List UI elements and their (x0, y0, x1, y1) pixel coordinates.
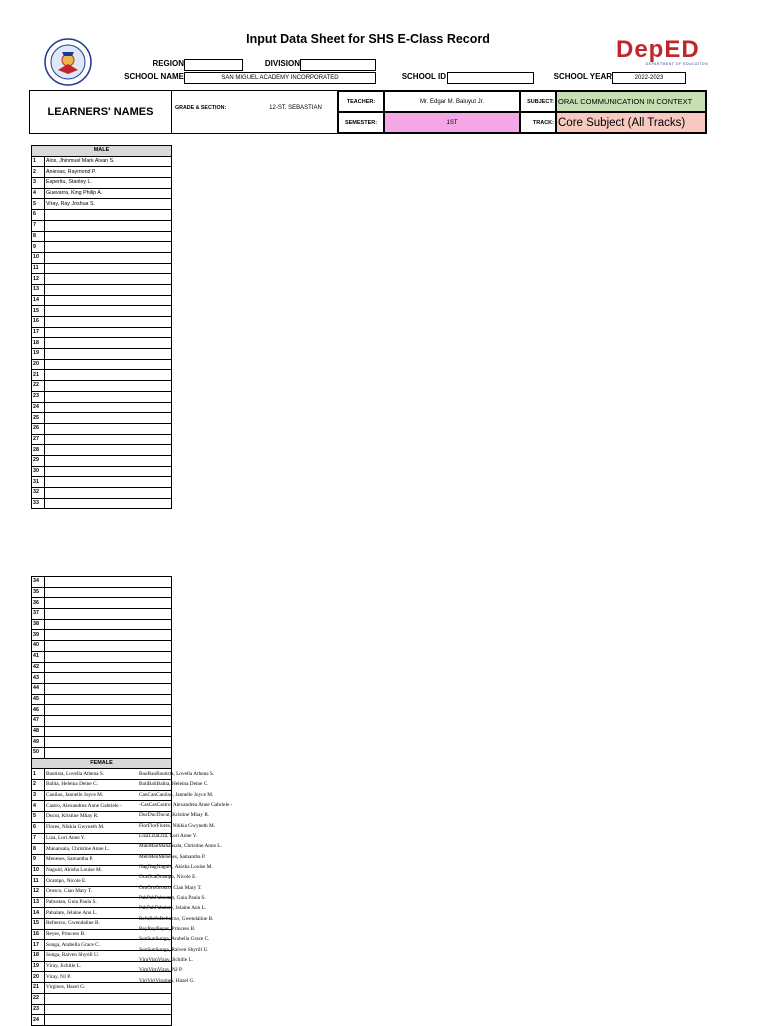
table-row (32, 242, 172, 253)
school-name-field[interactable]: SAN MIGUEL ACADEMY INCORPORATED (184, 72, 376, 84)
table-row (32, 284, 172, 295)
learner-name-cell[interactable] (45, 370, 172, 381)
grade-section-label: GRADE & SECTION: (175, 105, 227, 111)
row-number: 18 (32, 338, 45, 349)
learner-name-cell[interactable]: Ocampo, Nicole E. (45, 876, 172, 887)
row-number: 22 (32, 381, 45, 392)
learner-name-cell[interactable] (45, 683, 172, 694)
learner-name-cell[interactable]: Bautista, Lovella Athena S. (45, 769, 172, 780)
table-row (32, 349, 172, 360)
row-number: 19 (32, 961, 45, 972)
row-number: 7 (32, 220, 45, 231)
deped-seal-icon (44, 38, 92, 86)
row-number: 20 (32, 972, 45, 983)
learner-name-cell[interactable]: Orosco, Cian Mary T. (45, 886, 172, 897)
table-row (32, 498, 172, 509)
learner-name-cell[interactable]: Pabalate, Jelaine Ann L. (45, 908, 172, 919)
table-row (32, 609, 172, 620)
female-duplicate-text: RefuRefuRefuerzo, Gwendaline B. (139, 915, 214, 922)
learner-name-cell[interactable]: Flores, Nikkia Gwyneth M. (45, 822, 172, 833)
row-number: 43 (32, 673, 45, 684)
row-number: 23 (32, 1004, 45, 1015)
row-number: 45 (32, 694, 45, 705)
table-row (32, 705, 172, 716)
learner-name-cell[interactable]: Castro, Alexandrea Anne Gabriele - (45, 801, 172, 812)
row-number: 4 (32, 801, 45, 812)
section-heading-row (32, 758, 172, 769)
learner-name-cell[interactable]: Meneses, Samantha P. (45, 854, 172, 865)
female-duplicate-text: VirnVirnViray, NJ P. (139, 967, 183, 974)
row-number: 44 (32, 683, 45, 694)
learner-name-cell[interactable] (45, 242, 172, 253)
row-number: 48 (32, 726, 45, 737)
table-row (32, 737, 172, 748)
subject-value[interactable]: ORAL COMMUNICATION IN CONTEXT (556, 91, 706, 112)
table-row (32, 359, 172, 370)
learner-name-cell[interactable] (45, 630, 172, 641)
row-number: 38 (32, 619, 45, 630)
learner-name-cell[interactable] (45, 1004, 172, 1015)
row-number: 4 (32, 188, 45, 199)
learner-name-cell[interactable] (45, 445, 172, 456)
row-number: 19 (32, 349, 45, 360)
female-duplicate-text: BaliBaliBalita, Heleina Deine C. (139, 781, 209, 788)
row-number: 16 (32, 929, 45, 940)
learner-name-cell[interactable] (45, 662, 172, 673)
female-duplicate-text: VirjVirjVirgines, Hazel G. (139, 977, 195, 984)
row-number: 11 (32, 876, 45, 887)
row-number: 34 (32, 577, 45, 588)
learner-name-cell[interactable] (45, 402, 172, 413)
row-number: 29 (32, 455, 45, 466)
learner-name-cell[interactable] (45, 274, 172, 285)
row-number: 6 (32, 210, 45, 221)
learner-name-cell[interactable] (45, 231, 172, 242)
learner-name-cell[interactable] (45, 295, 172, 306)
section-heading-row (32, 146, 172, 157)
learner-name-cell[interactable]: Esperitu, Stanley L. (45, 178, 172, 189)
row-number: 27 (32, 434, 45, 445)
row-number: 8 (32, 844, 45, 855)
learner-name-cell[interactable]: Refuerzo, Gwendaline B. (45, 919, 172, 930)
learner-name-cell[interactable] (45, 619, 172, 630)
info-table (29, 90, 707, 134)
female-duplicate-text: MenMenMeneses, Samantha P. (139, 853, 206, 860)
row-number: 25 (32, 413, 45, 424)
table-row (32, 220, 172, 231)
row-number: 47 (32, 715, 45, 726)
row-number: 5 (32, 199, 45, 210)
table-row (32, 178, 172, 189)
learner-name-cell[interactable] (45, 694, 172, 705)
learner-name-cell[interactable] (45, 252, 172, 263)
table-row (32, 413, 172, 424)
learner-name-cell[interactable]: Canilao, Jannelle Joyce M. (45, 790, 172, 801)
row-number: 24 (32, 1015, 45, 1026)
learner-name-cell[interactable] (45, 577, 172, 588)
row-number: 17 (32, 940, 45, 951)
division-label: DIVISION (264, 59, 300, 68)
row-number: 32 (32, 488, 45, 499)
learner-name-cell[interactable] (45, 263, 172, 274)
row-number: 28 (32, 445, 45, 456)
learner-name-cell[interactable]: Anievas, Raymond P. (45, 167, 172, 178)
school-year-field[interactable]: 2022-2023 (612, 72, 686, 84)
table-row (32, 263, 172, 274)
female-duplicate-text: VirnVirnViray, Jichille L. (139, 956, 194, 963)
learner-name-cell[interactable]: Sunga, Arabella Grace C. (45, 940, 172, 951)
learner-name-cell[interactable] (45, 587, 172, 598)
learner-name-cell[interactable] (45, 726, 172, 737)
learners-names-heading: LEARNERS' NAMES (30, 91, 172, 133)
row-number: 7 (32, 833, 45, 844)
row-number: 24 (32, 402, 45, 413)
school-id-field[interactable] (447, 72, 534, 84)
female-duplicate-text: OroOroOrosco, Cian Mary T. (139, 884, 202, 891)
female-duplicate-text: SunSunSunga, Arabella Grace C. (139, 936, 210, 943)
table-row (32, 748, 172, 759)
section-heading: MALE (32, 146, 172, 157)
row-number: 9 (32, 854, 45, 865)
learner-name-cell[interactable] (45, 598, 172, 609)
track-label: TRACK: (520, 112, 556, 133)
table-row (32, 381, 172, 392)
table-row (32, 488, 172, 499)
row-number: 14 (32, 908, 45, 919)
table-row (32, 662, 172, 673)
learner-name-cell[interactable] (45, 359, 172, 370)
table-row (32, 327, 172, 338)
learner-name-cell[interactable] (45, 220, 172, 231)
learner-name-cell[interactable]: Liza, Lori Anne Y. (45, 833, 172, 844)
row-number: 26 (32, 423, 45, 434)
learner-name-cell[interactable] (45, 748, 172, 759)
table-row (32, 619, 172, 630)
table-row (32, 477, 172, 488)
female-duplicate-text: NagNagNaguid, Akisha Louise M. (139, 863, 213, 870)
female-duplicate-text: PabPabPabustan, Guia Paula S. (139, 894, 206, 901)
semester-label: SEMESTER: (338, 112, 384, 133)
grade-section-value[interactable]: 12-ST. SEBASTIAN (254, 91, 338, 133)
table-row (32, 641, 172, 652)
row-number: 41 (32, 651, 45, 662)
female-duplicate-text: ReyReyReyes, Princess B. (139, 925, 196, 932)
learner-name-cell[interactable]: Reyes, Princess B. (45, 929, 172, 940)
female-duplicate-text: FlorFlorFlores, Nikkia Gwyneth M. (139, 822, 216, 829)
learner-name-cell[interactable] (45, 993, 172, 1004)
school-name-label: SCHOOL NAME (124, 72, 184, 81)
table-row (32, 651, 172, 662)
learner-name-cell[interactable]: Viray, NJ P. (45, 972, 172, 983)
row-number: 22 (32, 993, 45, 1004)
teacher-value[interactable]: Mr. Edgar M. Baluyut Jr. (384, 91, 520, 112)
female-duplicate-text: ManManManansala, Christine Anne L. (139, 843, 222, 850)
learner-name-cell[interactable]: Viray, Ray Joshua S. (45, 199, 172, 210)
table-row (32, 317, 172, 328)
row-number: 10 (32, 865, 45, 876)
row-number: 13 (32, 897, 45, 908)
table-row (32, 306, 172, 317)
row-number: 1 (32, 156, 45, 167)
table-row (32, 993, 172, 1004)
row-number: 31 (32, 477, 45, 488)
learner-name-cell[interactable] (45, 737, 172, 748)
learner-name-cell[interactable] (45, 477, 172, 488)
learner-name-cell[interactable]: Pabustan, Guia Paula S. (45, 897, 172, 908)
female-duplicate-text: DucDucDucut, Kristine Mhay R. (139, 812, 210, 819)
learner-name-cell[interactable] (45, 210, 172, 221)
region-field[interactable] (184, 59, 243, 71)
row-number: 1 (32, 769, 45, 780)
row-number: 20 (32, 359, 45, 370)
learner-name-cell[interactable] (45, 317, 172, 328)
male-roster-part1 (31, 145, 172, 509)
row-number: 15 (32, 306, 45, 317)
table-row (32, 338, 172, 349)
deped-logo-subtext: DEPARTMENT OF EDUCATION (645, 62, 708, 66)
learner-name-cell[interactable] (45, 609, 172, 620)
table-row (32, 1004, 172, 1015)
female-duplicate-text: -CasCasCastro, Alexandrea Anne Gabriele - (139, 801, 233, 808)
learner-name-cell[interactable]: Guevarra, King Philip A. (45, 188, 172, 199)
row-number: 23 (32, 391, 45, 402)
female-duplicate-text: LizaLizaLiza, Lori Anne Y. (139, 832, 198, 839)
region-label: REGION (152, 59, 184, 68)
learner-name-cell[interactable] (45, 466, 172, 477)
learner-name-cell[interactable] (45, 434, 172, 445)
row-number: 50 (32, 748, 45, 759)
section-heading: FEMALE (32, 758, 172, 769)
row-number: 35 (32, 587, 45, 598)
row-number: 16 (32, 317, 45, 328)
table-row (32, 455, 172, 466)
row-number: 12 (32, 274, 45, 285)
row-number: 14 (32, 295, 45, 306)
learner-name-cell[interactable] (45, 338, 172, 349)
school-year-label: SCHOOL YEAR (553, 72, 612, 81)
learner-name-cell[interactable]: Alos, Jhinmuel Mark Aivan S. (45, 156, 172, 167)
row-number: 46 (32, 705, 45, 716)
female-duplicate-text: BauBauBautista, Lovella Athena S. (139, 771, 215, 777)
learner-name-cell[interactable] (45, 498, 172, 509)
learner-name-cell[interactable] (45, 715, 172, 726)
row-number: 2 (32, 780, 45, 791)
row-number: 5 (32, 812, 45, 823)
table-row (32, 715, 172, 726)
learner-name-cell[interactable] (45, 413, 172, 424)
table-row (32, 295, 172, 306)
table-row (32, 598, 172, 609)
table-row (32, 156, 172, 167)
learner-name-cell[interactable] (45, 381, 172, 392)
learner-name-cell[interactable]: Manansala, Christine Anne L. (45, 844, 172, 855)
row-number: 36 (32, 598, 45, 609)
subject-label: SUBJECT: (520, 91, 556, 112)
row-number: 12 (32, 886, 45, 897)
row-number: 8 (32, 231, 45, 242)
document-title: Input Data Sheet for SHS E-Class Record (246, 32, 490, 46)
learner-name-cell[interactable]: Ducut, Kristine Mhay R. (45, 812, 172, 823)
table-row (32, 434, 172, 445)
row-number: 11 (32, 263, 45, 274)
semester-value[interactable]: 1ST (384, 112, 520, 133)
table-row (32, 726, 172, 737)
deped-logo-text: DepED (616, 36, 700, 63)
learner-name-cell[interactable] (45, 488, 172, 499)
learner-name-cell[interactable] (45, 327, 172, 338)
row-number: 15 (32, 919, 45, 930)
row-number: 21 (32, 983, 45, 994)
female-duplicate-text: SunSunSunga, Raiven Shyrill U. (139, 946, 209, 953)
division-field[interactable] (300, 59, 376, 71)
female-duplicate-text: CanCanCanilao, Jannelle Joyce M. (139, 791, 214, 798)
row-number: 33 (32, 498, 45, 509)
table-row (32, 391, 172, 402)
row-number: 42 (32, 662, 45, 673)
table-row (32, 167, 172, 178)
row-number: 3 (32, 178, 45, 189)
learner-name-cell[interactable] (45, 673, 172, 684)
learner-name-cell[interactable]: Balita, Heleina Deine C. (45, 780, 172, 791)
learner-name-cell[interactable] (45, 423, 172, 434)
learner-name-cell[interactable] (45, 455, 172, 466)
table-row (32, 210, 172, 221)
row-number: 17 (32, 327, 45, 338)
table-row (32, 445, 172, 456)
table-row (32, 673, 172, 684)
learner-name-cell[interactable] (45, 284, 172, 295)
table-row (32, 274, 172, 285)
table-row (32, 587, 172, 598)
table-row (32, 199, 172, 210)
learner-name-cell[interactable] (45, 651, 172, 662)
table-row (32, 577, 172, 588)
row-number: 39 (32, 630, 45, 641)
row-number: 21 (32, 370, 45, 381)
table-row (32, 466, 172, 477)
table-row (32, 402, 172, 413)
row-number: 37 (32, 609, 45, 620)
table-row (32, 423, 172, 434)
table-row (32, 252, 172, 263)
row-number: 49 (32, 737, 45, 748)
table-row (32, 683, 172, 694)
deped-logo (616, 38, 708, 68)
learner-name-cell[interactable] (45, 306, 172, 317)
learner-name-cell[interactable]: Naguid, Akisha Louise M. (45, 865, 172, 876)
table-row (32, 188, 172, 199)
row-number: 9 (32, 242, 45, 253)
learner-name-cell[interactable]: Viray, Jichille L. (45, 961, 172, 972)
row-number: 30 (32, 466, 45, 477)
table-row (32, 630, 172, 641)
teacher-label: TEACHER: (338, 91, 384, 112)
row-number: 10 (32, 252, 45, 263)
learner-name-cell[interactable]: Virgines, Hazel G. (45, 983, 172, 994)
learner-name-cell[interactable] (45, 391, 172, 402)
row-number: 6 (32, 822, 45, 833)
table-row (32, 694, 172, 705)
learner-name-cell[interactable] (45, 349, 172, 360)
row-number: 2 (32, 167, 45, 178)
female-duplicate-column (139, 769, 232, 986)
row-number: 13 (32, 284, 45, 295)
row-number: 18 (32, 951, 45, 962)
learner-name-cell[interactable] (45, 705, 172, 716)
row-number: 40 (32, 641, 45, 652)
school-id-label: SCHOOL ID (401, 72, 446, 81)
row-number: 3 (32, 790, 45, 801)
table-row (32, 231, 172, 242)
track-value[interactable]: Core Subject (All Tracks) (556, 112, 706, 133)
female-duplicate-text: PabPabPabalate, Jelaine Ann L. (139, 905, 207, 912)
table-row (32, 370, 172, 381)
learner-name-cell[interactable] (45, 641, 172, 652)
female-duplicate-text: OcaOcaOcampo, Nicole E. (139, 874, 197, 881)
learner-name-cell[interactable]: Sunga, Raiven Shyrill U. (45, 951, 172, 962)
